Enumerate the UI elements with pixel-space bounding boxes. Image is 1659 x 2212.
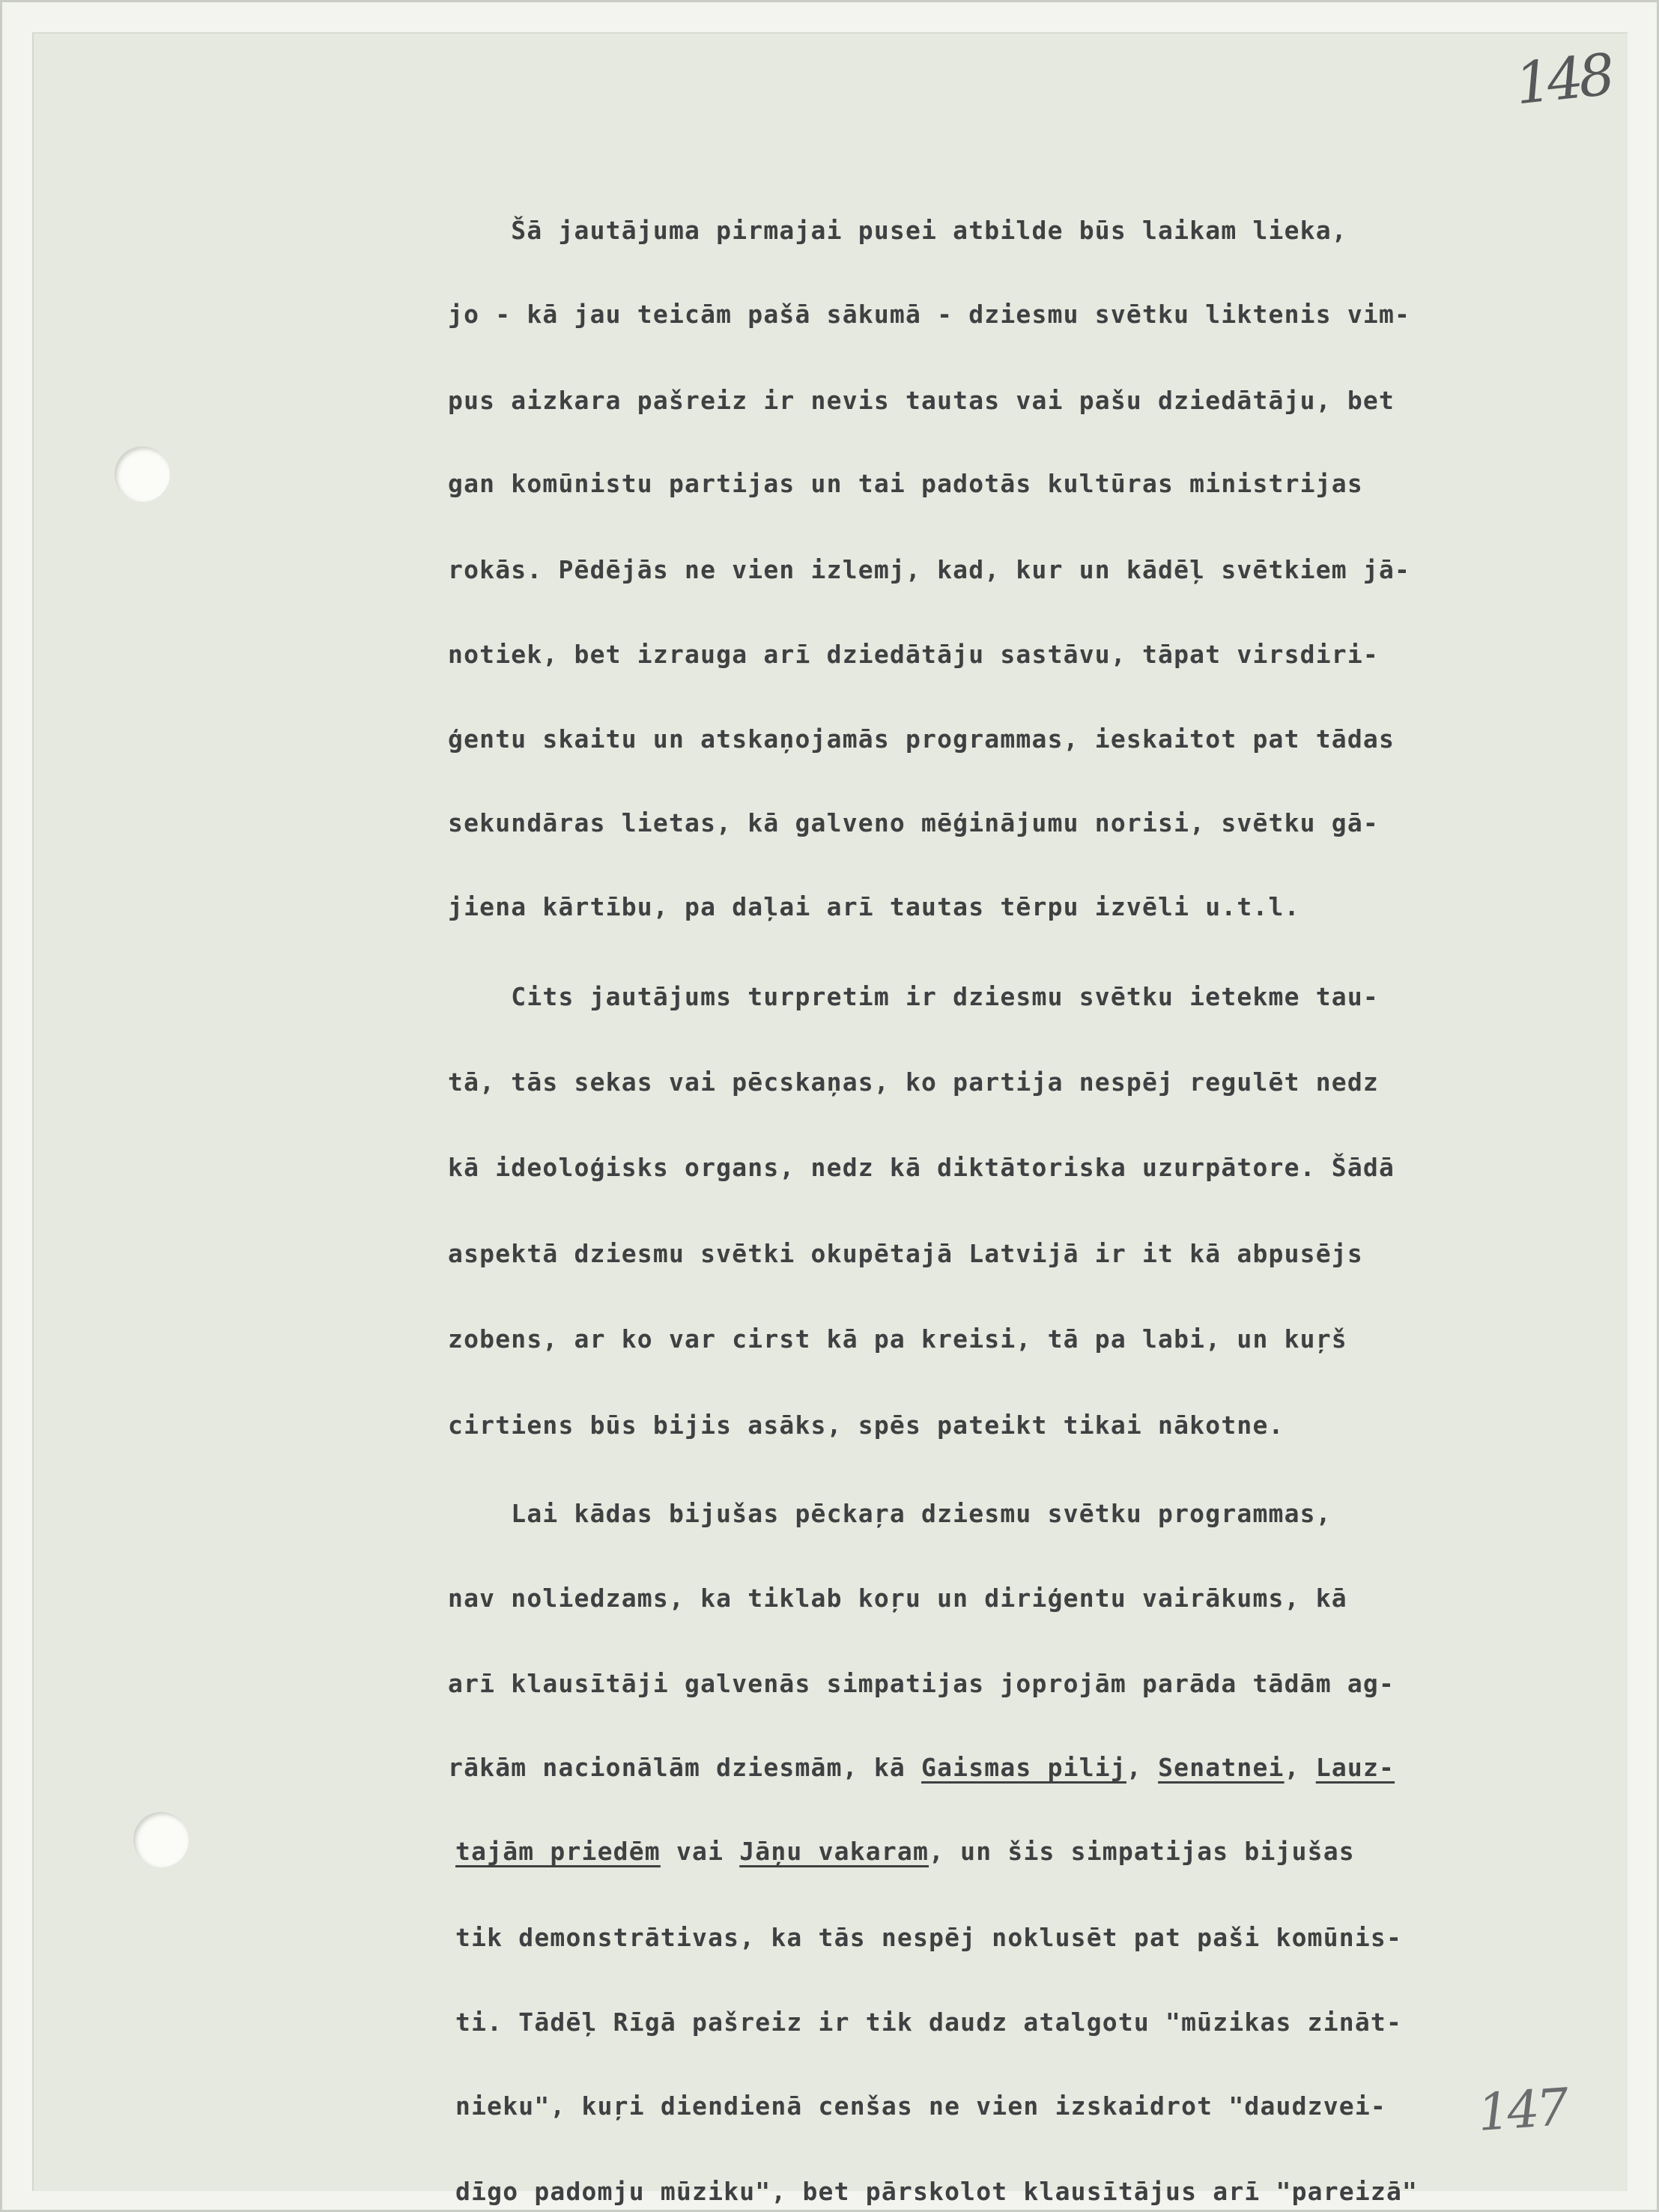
text-line [448,1669,1395,1698]
text-line [448,469,1363,498]
text-segment: rākām nacionālām dziesmām, kā [448,1753,922,1782]
text-line [455,1837,1355,1866]
punch-hole-top [115,446,170,502]
text-line [448,216,1347,245]
text-segment: jo - kā jau teicām pašā sākumā - dziesmu svētku liktenis vim- [448,300,1411,329]
text-line [448,300,1410,329]
text-line [448,1410,1285,1440]
text-segment: aspektā dziesmu svētki okupētajā Latvijā ir it kā abpusējs [448,1239,1363,1268]
punch-hole-bottom [133,1812,189,1867]
text-segment: notiek, bet izrauga arī dziedātāju sastāvu, tāpat virsdiri- [448,640,1379,669]
text-segment: kā ideoloģisks organs, nedz kā diktātoriska uzurpātore. Šādā [448,1153,1395,1182]
text-line [448,1067,1379,1097]
text-segment: nav noliedzams, ka tiklab koŗu un diriģentu vairākums, kā [448,1584,1347,1613]
text-segment: , [1126,1753,1159,1782]
text-line [455,1923,1402,1952]
text-line [448,982,1379,1011]
text-line [448,1584,1347,1613]
text-line [455,2008,1402,2037]
text-segment: pus aizkara pašreiz ir nevis tautas vai pašu dziedātāju, bet [448,386,1395,415]
text-segment: Šā jautājuma pirmajai pusei atbilde būs laikam lieka, [448,216,1347,245]
handwritten-page-number-top: 148 [1511,40,1614,118]
text-segment: vai [660,1837,740,1866]
typewritten-page [32,32,1628,2191]
text-line [448,1499,1332,1528]
text-line [448,555,1410,584]
text-segment: , un šis simpatijas bijušas [929,1837,1355,1866]
text-line [448,724,1395,754]
text-segment: tik demonstrātivas, ka tās nespēj noklusēt pat paši komūnis- [455,1923,1403,1952]
text-line [448,892,1300,921]
text-segment: rokās. Pēdējās ne vien izlemj, kad, kur un kādēļ svētkiem jā- [448,555,1411,584]
text-line [448,1153,1395,1182]
underlined-song-title: tajām priedēm [455,1837,661,1866]
text-segment: arī klausītāji galvenās simpatijas joprojām parāda tādām ag- [448,1669,1395,1698]
text-line [455,2177,1418,2206]
handwritten-page-number-bottom: 147 [1475,2077,1568,2144]
text-line [448,1239,1363,1268]
text-segment: sekundāras lietas, kā galveno mēģinājumu norisi, svētku gā- [448,808,1379,837]
underlined-song-title: Jāņu vakaram [739,1837,929,1866]
text-segment: ģentu skaitu un atskaņojamās programmas, ieskaitot pat tādas [448,724,1395,754]
underlined-song-title: Lauz- [1315,1753,1395,1782]
text-segment: cirtiens būs bijis asāks, spēs pateikt tikai nākotne. [448,1410,1285,1440]
text-segment: , [1284,1753,1316,1782]
text-segment: nieku", kuŗi diendienā cenšas ne vien izskaidrot "daudzvei- [455,2091,1386,2121]
text-line [448,1753,1395,1782]
text-segment: jiena kārtību, pa daļai arī tautas tērpu izvēli u.t.l. [448,892,1300,921]
text-segment: zobens, ar ko var cirst kā pa kreisi, tā pa labi, un kuŗš [448,1324,1347,1354]
text-line [448,1324,1347,1354]
text-line [455,2091,1386,2121]
text-segment: Lai kādas bijušas pēckaŗa dziesmu svētku programmas, [448,1499,1332,1528]
text-line [448,386,1395,415]
text-segment: Cits jautājums turpretim ir dziesmu svētku ietekme tau- [448,982,1379,1011]
text-segment: ti. Tādēļ Rīgā pašreiz ir tik daudz atalgotu "mūzikas zināt- [455,2008,1403,2037]
underlined-song-title: Senatnei [1158,1753,1285,1782]
text-segment: gan komūnistu partijas un tai padotās kultūras ministrijas [448,469,1363,498]
underlined-song-title: Gaismas pilij [921,1753,1126,1782]
text-line [448,640,1379,669]
text-segment: dīgo padomju mūziku", bet pārskolot klausītājus arī "pareizā" [455,2177,1419,2206]
text-line [448,808,1379,837]
text-segment: tā, tās sekas vai pēcskaņas, ko partija nespēj regulēt nedz [448,1067,1379,1097]
